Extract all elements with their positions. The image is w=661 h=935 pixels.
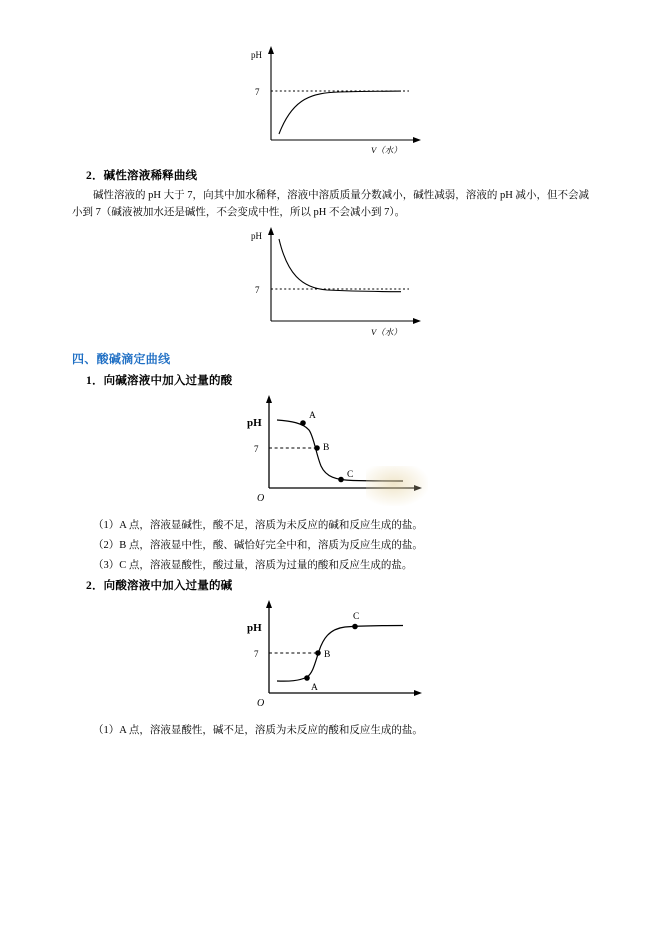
note-acid-into-base-2: （2）B 点，溶液显中性，酸、碱恰好完全中和，溶质为反应生成的盐。 [93, 540, 423, 551]
y-axis-label: pH [250, 231, 262, 241]
point-c-label: C [346, 470, 353, 480]
gridline-value-label: 7 [254, 87, 259, 97]
y-axis-label: pH [246, 622, 262, 634]
point-a-label: A [310, 683, 318, 693]
note-acid-into-base-3: （3）C 点，溶液显酸性，酸过量，溶质为过量的酸和反应生成的盐。 [93, 560, 413, 571]
gridline-value-label: 7 [253, 649, 258, 659]
gridline-value-label: 7 [253, 444, 258, 454]
base-dilution-chart [72, 225, 589, 337]
point-c-marker [352, 624, 358, 630]
point-b-label: B [323, 650, 330, 660]
heading-base-into-acid: 2．向酸溶液中加入过量的碱 [86, 580, 233, 592]
gridline-value-label: 7 [254, 285, 259, 295]
acid-dilution-chart [72, 44, 589, 154]
heading-acid-into-base: 1．向碱溶液中加入过量的酸 [86, 375, 233, 387]
chart-base-dilution-svg [231, 225, 431, 337]
point-c-marker [338, 477, 344, 483]
x-axis-label: V（水） [370, 145, 402, 154]
point-a-label: A [308, 411, 316, 421]
point-b-label: B [322, 443, 329, 453]
note-acid-into-base-1: （1）A 点，溶液显碱性，酸不足，溶质为未反应的碱和反应生成的盐。 [93, 520, 423, 531]
point-a-marker [304, 675, 310, 681]
chart-acid-into-base-svg [221, 392, 441, 504]
y-axis-label: pH [246, 417, 262, 429]
point-b-marker [314, 445, 320, 451]
page-content [72, 40, 589, 742]
point-a-marker [300, 420, 306, 426]
base-into-acid-chart [72, 597, 589, 709]
chart-acid-dilution-svg [231, 44, 431, 154]
y-axis-label: pH [250, 50, 262, 60]
origin-label: O [256, 698, 264, 709]
chart-base-into-acid-svg [221, 597, 441, 709]
acid-into-base-chart [72, 392, 589, 504]
paragraph-base-dilution: 碱性溶液的 pH 大于 7，向其中加水稀释，溶液中溶质质量分数减小，碱性减弱，溶液的 pH 减小，但不会减小到 7（碱液被加水还是碱性，不会变成中性，所以 pH 不会减小到 7）。 [72, 190, 589, 218]
heading-base-dilution: 2．碱性溶液稀释曲线 [86, 170, 198, 182]
origin-label: O [256, 493, 264, 504]
x-axis-label: V（水） [370, 327, 402, 337]
point-b-marker [315, 650, 321, 656]
heading-titration-curves: 四、酸碱滴定曲线 [72, 352, 171, 366]
note-base-into-acid-1: （1）A 点，溶液显酸性，碱不足，溶质为未反应的酸和反应生成的盐。 [93, 725, 423, 736]
point-c-label: C [352, 612, 359, 622]
